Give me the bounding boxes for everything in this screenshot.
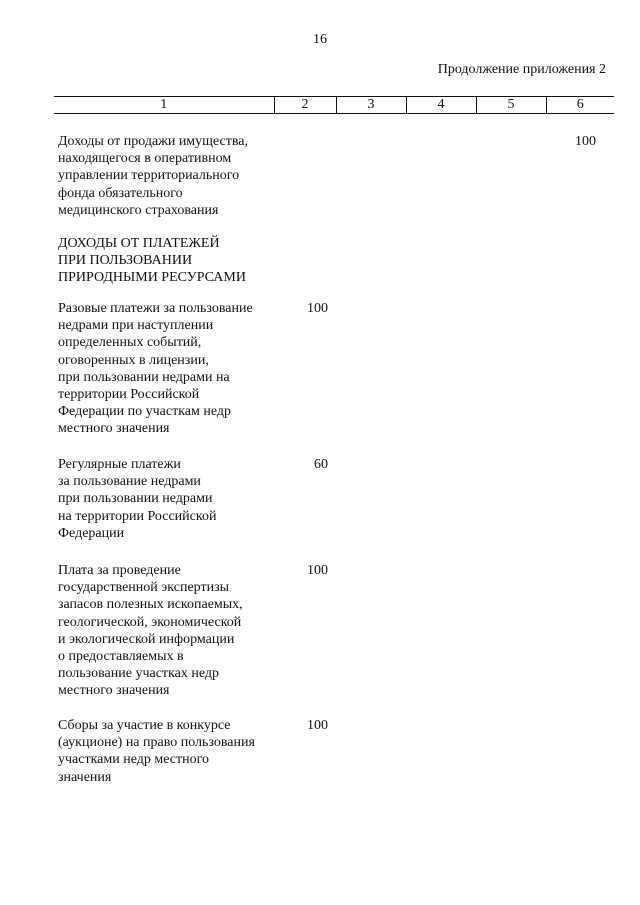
column-header-6: 6 bbox=[546, 97, 614, 114]
column-header-1: 1 bbox=[54, 97, 274, 114]
row-description: Доходы от продажи имущества, находящегося в оперативном управлении территориального фонда обязательного медицинского страхования bbox=[58, 134, 248, 218]
column-header-row bbox=[54, 97, 614, 114]
column-header-5: 5 bbox=[476, 97, 546, 114]
column-header-2: 2 bbox=[274, 97, 336, 114]
row-value-col2: 60 bbox=[314, 457, 328, 472]
row-description: Разовые платежи за пользование недрами при наступлении определенных событий, оговоренных в лицензии, при пользовании недрами на территории Российской Федерации по участкам недр местного значения bbox=[58, 301, 253, 437]
appendix-label: Продолжение приложения 2 bbox=[437, 62, 606, 77]
row-description: Плата за проведение государственной экспертизы запасов полезных ископаемых, геологической, экономической и экологической информации о предоставляемых в пользование участках недр местного значения bbox=[58, 563, 243, 699]
row-value-col6: 100 bbox=[575, 134, 596, 149]
row-value-col2: 100 bbox=[307, 563, 328, 578]
column-header-3: 3 bbox=[336, 97, 406, 114]
page-number: 16 bbox=[313, 32, 327, 47]
column-header-table bbox=[54, 96, 614, 114]
row-value-col2: 100 bbox=[307, 301, 328, 316]
row-description: Регулярные платежи за пользование недрами при пользовании недрами на территории Российской Федерации bbox=[58, 457, 217, 541]
column-header-4: 4 bbox=[406, 97, 476, 114]
row-description: Сборы за участие в конкурсе (аукционе) на право пользования участками недр местного значения bbox=[58, 718, 255, 785]
row-value-col2: 100 bbox=[307, 718, 328, 733]
section-heading: ДОХОДЫ ОТ ПЛАТЕЖЕЙ ПРИ ПОЛЬЗОВАНИИ ПРИРОДНЫМИ РЕСУРСАМИ bbox=[58, 236, 246, 286]
